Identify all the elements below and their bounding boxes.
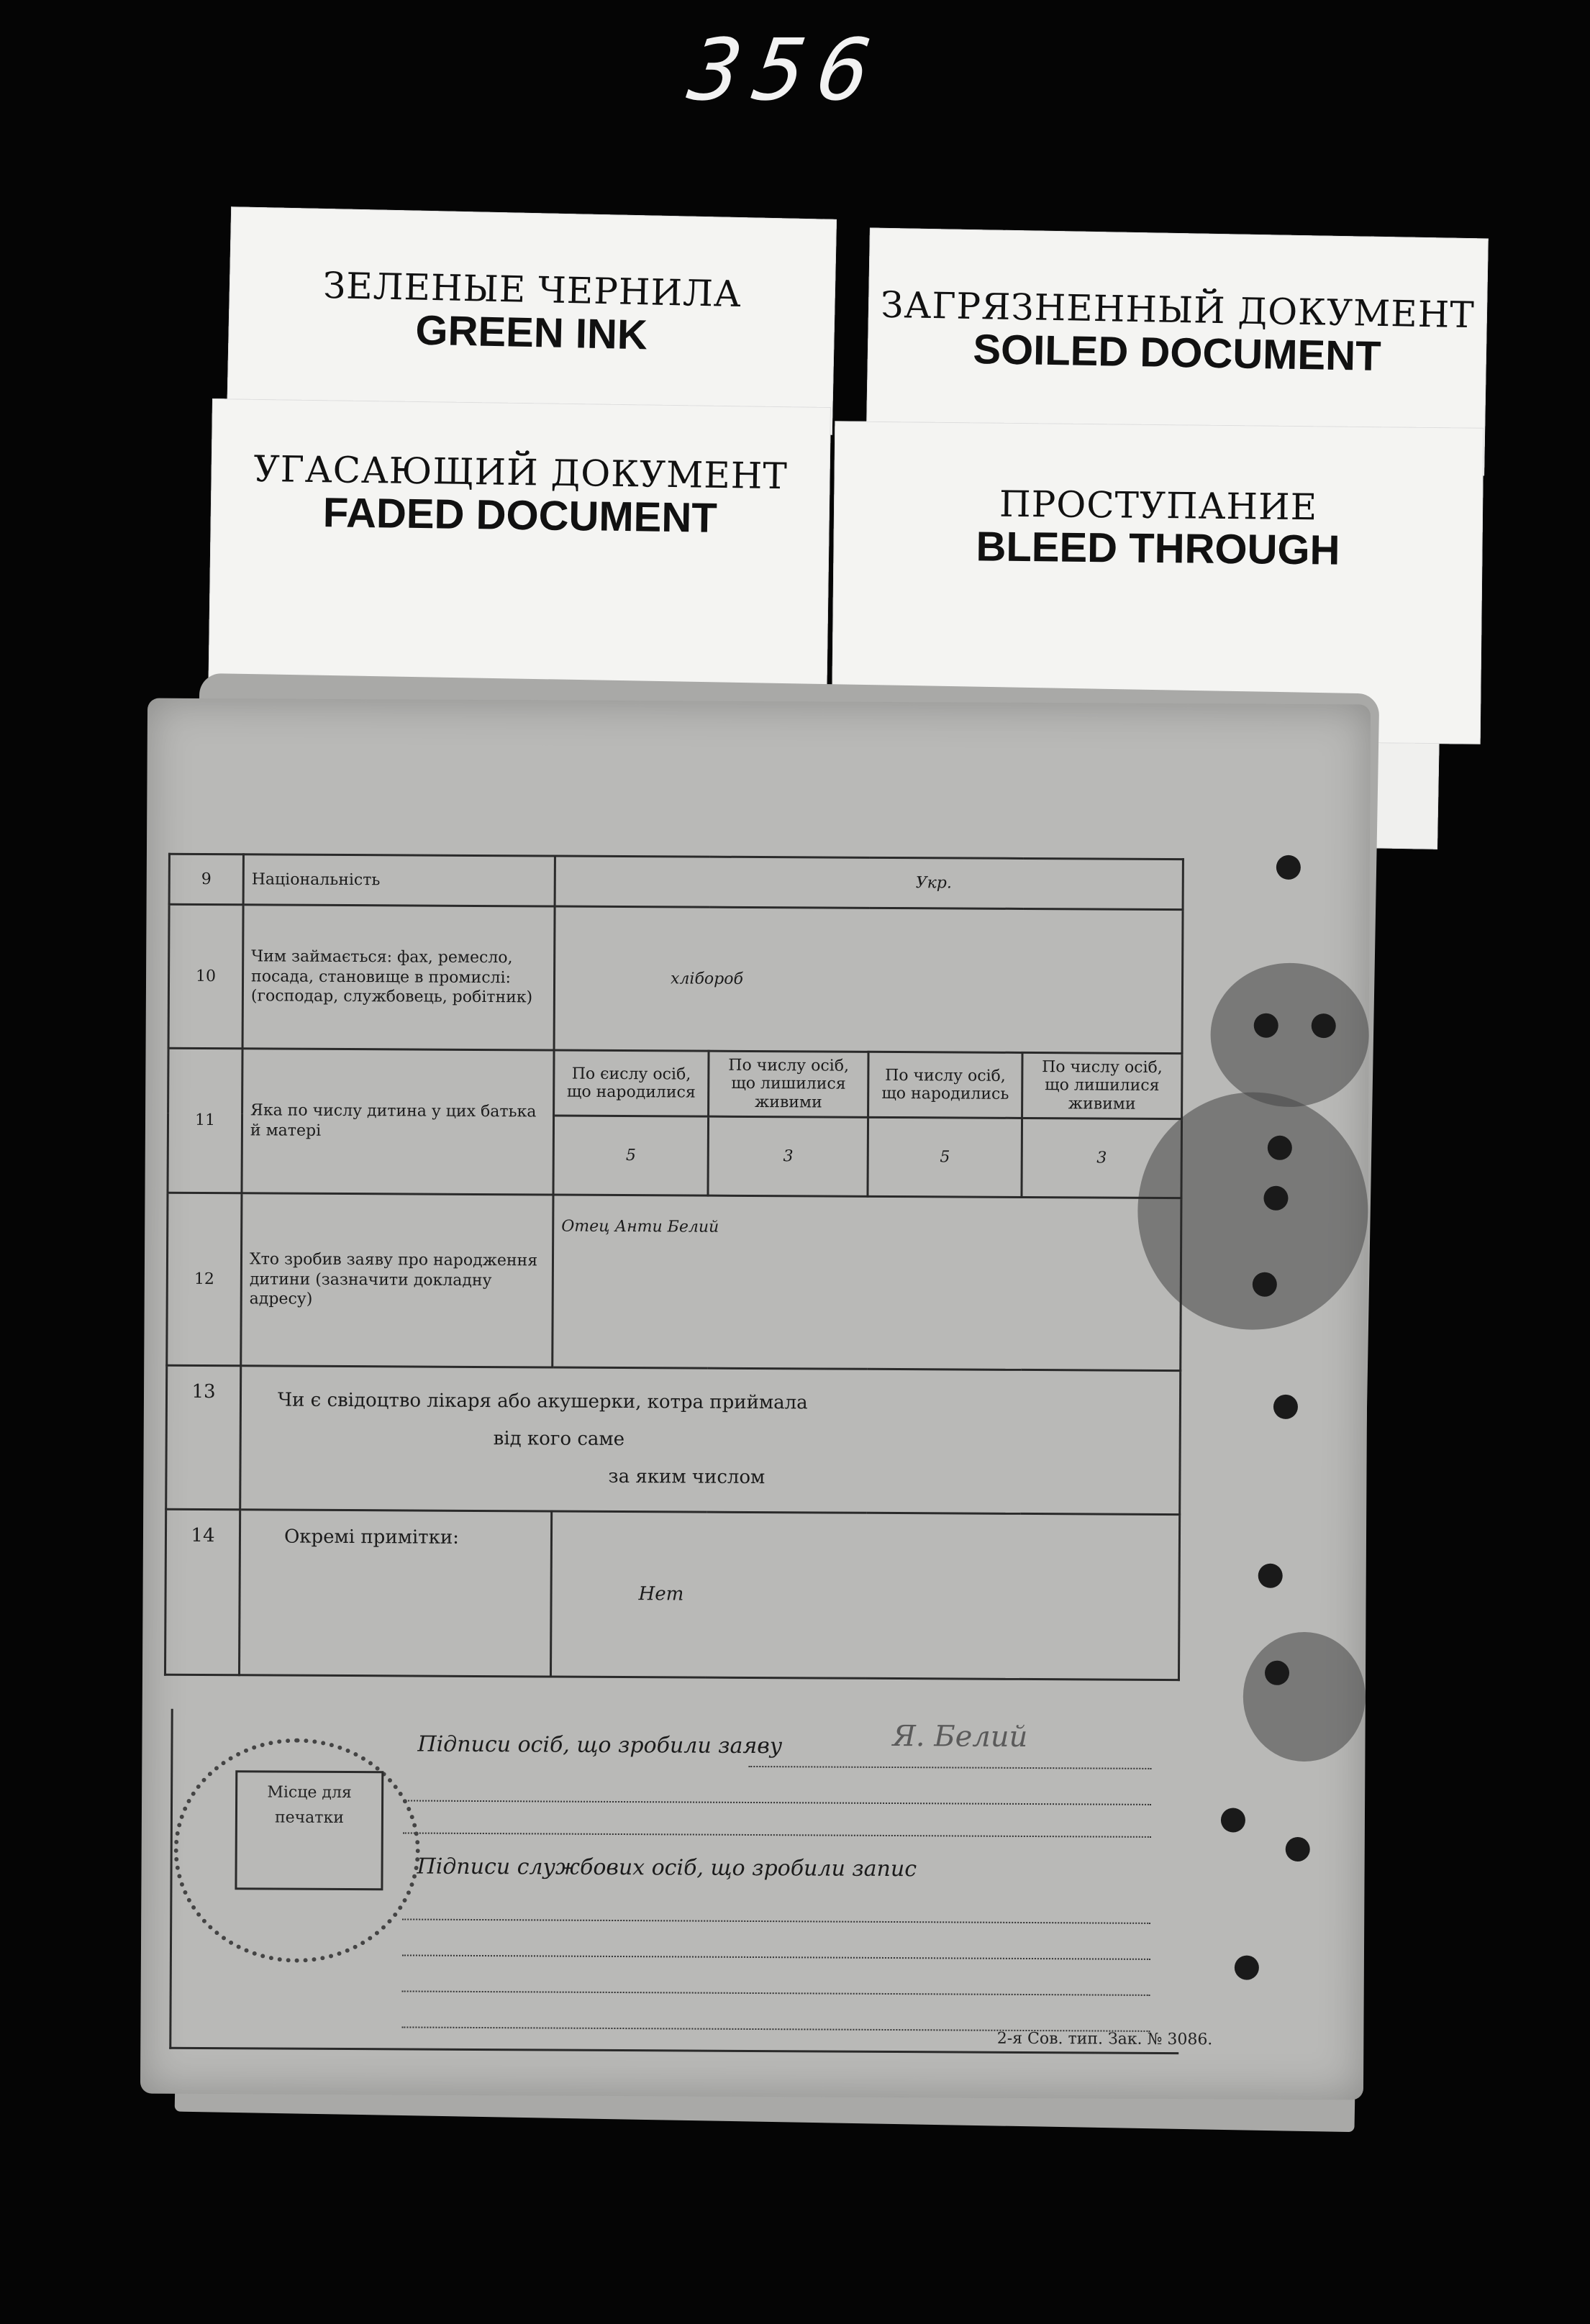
row-number: 12: [167, 1193, 242, 1366]
tag-en: SOILED DOCUMENT: [972, 326, 1382, 380]
row-label: Окремі примітки:: [239, 1510, 551, 1677]
punch-hole: [1235, 1955, 1259, 1979]
row-number: 13: [166, 1365, 241, 1510]
stamp-label: печатки: [274, 1808, 344, 1828]
tag-ru: ПРОСТУПАНИЕ: [999, 483, 1318, 529]
row-number: 10: [168, 904, 243, 1049]
sub-header: По єислу осіб, що народилися: [554, 1050, 709, 1116]
applicants-signature-caption: Підписи осіб, що зробили заяву: [417, 1731, 783, 1759]
row-applicant: [167, 1193, 1181, 1370]
row-certificate: [166, 1365, 1181, 1514]
sub-header: По числу осіб, що лишилися живими: [1022, 1052, 1182, 1118]
tag-faded-document: [208, 398, 831, 716]
certificate-lines: [240, 1366, 1181, 1515]
punch-hole: [1258, 1564, 1283, 1588]
handwritten-value: Укр.: [555, 856, 1183, 910]
printer-imprint: 2-я Сов. тип. Зак. № 3086.: [996, 2029, 1213, 2049]
dotted-line: [402, 1954, 1150, 1959]
sub-header: По числу осіб, що лишилися живими: [709, 1051, 868, 1117]
stain: [1210, 962, 1369, 1107]
stamp-label: Місце для: [267, 1783, 352, 1803]
tag-ru: УГАСАЮЩИЙ ДОКУМЕНТ: [253, 447, 789, 498]
document-page: [140, 698, 1371, 2100]
handwritten-value: 3: [708, 1116, 868, 1196]
dotted-line: [748, 1766, 1151, 1769]
punch-hole: [1273, 1395, 1298, 1419]
handwritten-value: Отец Анти Белий: [553, 1195, 1181, 1371]
tag-en: BLEED THROUGH: [976, 523, 1340, 574]
row-notes: [165, 1509, 1179, 1680]
punch-hole: [1286, 1837, 1310, 1862]
dotted-line: [403, 1800, 1151, 1805]
form-table: [164, 853, 1184, 1681]
punch-hole: [1221, 1808, 1245, 1832]
sub-header: По числу осіб, що народились: [868, 1052, 1022, 1118]
stamp-place: [235, 1770, 383, 1890]
handwritten-value: хлібороб: [554, 906, 1183, 1054]
punch-hole: [1253, 1272, 1277, 1297]
punch-hole: [1263, 1186, 1288, 1211]
certificate-line-1: Чи є свідоцтво лікаря або акушерки, котра приймала: [277, 1389, 808, 1414]
applicants-signature-value: Я. Белий: [892, 1720, 1028, 1754]
handwritten-value: 3: [1022, 1118, 1181, 1198]
tag-ru: ЗЕЛЕНЫЕ ЧЕРНИЛА: [322, 264, 742, 316]
punch-hole: [1265, 1661, 1289, 1685]
dotted-line: [402, 1918, 1150, 1923]
row-label: Хто зробив заяву про народження дитини (зазначити докладну адресу): [241, 1193, 553, 1367]
row-number: 11: [168, 1048, 242, 1193]
dotted-line: [402, 1990, 1150, 1995]
tag-en: FADED DOCUMENT: [322, 489, 718, 542]
row-label: Чим займається: фах, ремесло, посада, становище в промислі: (господар, службовець, робітник): [242, 905, 555, 1050]
certificate-line-2: від кого саме: [493, 1428, 625, 1451]
handwritten-value: 5: [553, 1116, 709, 1195]
row-child-number-header: [168, 1048, 1182, 1118]
certificate-line-3: за яким числом: [608, 1466, 766, 1489]
punch-hole: [1254, 1013, 1278, 1038]
handwritten-value: 5: [868, 1117, 1022, 1197]
record-form: [164, 853, 1176, 1721]
dotted-line: [403, 1832, 1151, 1837]
punch-hole: [1312, 1013, 1336, 1038]
row-number: 14: [165, 1509, 240, 1675]
row-label: Національність: [243, 855, 555, 906]
row-nationality: [169, 854, 1183, 909]
row-number: 9: [169, 854, 243, 905]
tag-ru: ЗАГРЯЗНЕННЫЙ ДОКУМЕНТ: [880, 283, 1476, 337]
stain: [1243, 1632, 1366, 1762]
punch-hole: [1276, 855, 1301, 880]
row-label: Яка по числу дитина у цих батька й матері: [242, 1049, 554, 1195]
handwritten-value: Нет: [550, 1511, 1179, 1680]
tag-en: GREEN INK: [414, 306, 648, 359]
punch-hole: [1268, 1136, 1292, 1160]
frame-number: 356: [683, 20, 890, 119]
officials-signature-caption: Підписи службових осіб, що зробили запис: [417, 1854, 917, 1882]
row-occupation: [168, 904, 1183, 1053]
